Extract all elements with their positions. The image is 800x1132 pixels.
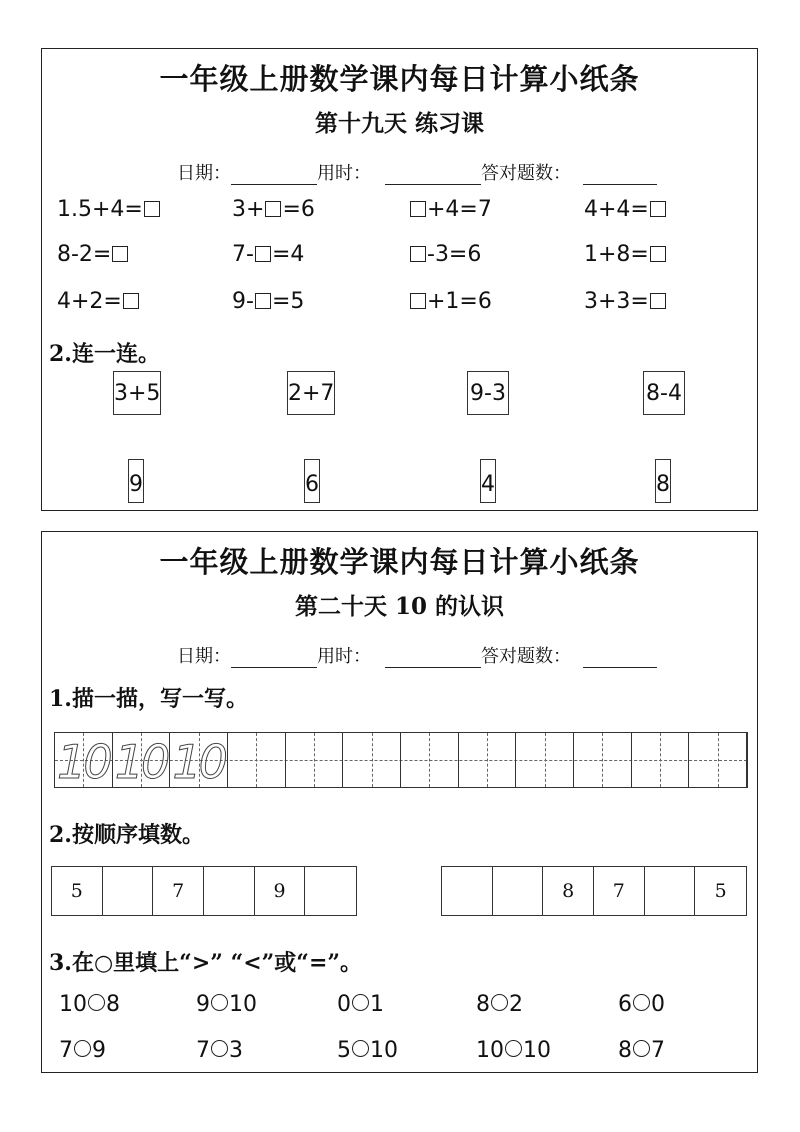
compare-right: 10 (370, 1038, 398, 1063)
answer-box[interactable] (255, 293, 271, 309)
trace-number: 10 (57, 735, 110, 789)
compare-item (476, 1038, 551, 1063)
cell-guide (487, 733, 488, 787)
connect-answer-box[interactable]: 6 (304, 459, 320, 503)
compare-circle[interactable] (633, 994, 650, 1011)
equation-left: 3+3= (584, 289, 649, 314)
equation-left: 4+4= (584, 197, 649, 222)
answer-box[interactable] (123, 293, 139, 309)
compare-right: 10 (523, 1038, 551, 1063)
compare-item (59, 1038, 106, 1063)
tracing-grid (54, 732, 748, 788)
worksheet-day-19 (41, 48, 758, 511)
cell-guide (718, 733, 719, 787)
equation-left: 7- (232, 242, 254, 267)
equation-right: =5 (271, 289, 305, 314)
answer-box[interactable] (144, 201, 160, 217)
sequence-number: 5 (52, 867, 103, 915)
compare-left: 7 (196, 1038, 210, 1063)
compare-left: 8 (618, 1038, 632, 1063)
writing-cell[interactable] (228, 733, 286, 787)
compare-left: 10 (59, 992, 87, 1017)
answer-box[interactable] (265, 201, 281, 217)
compare-left: 10 (476, 1038, 504, 1063)
compare-left: 7 (59, 1038, 73, 1063)
score-label: 答对题数： (481, 163, 571, 184)
compare-left: 9 (196, 992, 210, 1017)
sequence-blank[interactable] (493, 867, 544, 915)
worksheet-day-20 (41, 531, 758, 1073)
compare-item (337, 1038, 398, 1063)
sequence-number: 8 (543, 867, 594, 915)
writing-cell[interactable] (632, 733, 690, 787)
compare-item (618, 992, 665, 1017)
equation (57, 242, 129, 267)
connect-answer-box[interactable]: 8 (655, 459, 671, 503)
cell-guide (545, 733, 546, 787)
date-label: 日期： (177, 646, 231, 667)
compare-right: 10 (229, 992, 257, 1017)
compare-right: 0 (651, 992, 665, 1017)
compare-right: 8 (106, 992, 120, 1017)
compare-circle[interactable] (211, 1040, 228, 1057)
cell-guide (256, 733, 257, 787)
sequence-number: 7 (594, 867, 645, 915)
compare-circle[interactable] (352, 1040, 369, 1057)
time-label: 用时： (317, 163, 371, 184)
sequence-strip-right (441, 866, 747, 916)
compare-right: 3 (229, 1038, 243, 1063)
equation-left: 8-2= (57, 242, 112, 267)
equation (232, 197, 315, 222)
compare-circle[interactable] (505, 1040, 522, 1057)
sequence-blank[interactable] (442, 867, 493, 915)
compare-right: 7 (651, 1038, 665, 1063)
equation-left: 4+2= (57, 289, 122, 314)
compare-right: 2 (509, 992, 523, 1017)
writing-cell[interactable] (459, 733, 517, 787)
sequence-number: 9 (255, 867, 306, 915)
answer-box[interactable] (255, 246, 271, 262)
compare-right: 1 (370, 992, 384, 1017)
equation (584, 242, 667, 267)
time-label: 用时： (317, 646, 371, 667)
date-field[interactable] (231, 649, 317, 668)
writing-cell[interactable] (343, 733, 401, 787)
equation-right: =6 (282, 197, 315, 222)
connect-expression-box[interactable]: 9-3 (467, 371, 509, 415)
sequence-blank[interactable] (204, 867, 255, 915)
connect-answer-box[interactable]: 9 (128, 459, 144, 503)
time-field[interactable] (385, 649, 481, 668)
score-field[interactable] (583, 649, 657, 668)
score-label: 答对题数： (481, 646, 571, 667)
section-sequence-title: 2.按顺序填数。 (49, 822, 204, 848)
answer-box[interactable] (650, 293, 666, 309)
equation-right: +1=6 (427, 289, 492, 314)
equation-left: 1+8= (584, 242, 649, 267)
connect-expression-box[interactable]: 2+7 (287, 371, 335, 415)
sequence-strip-left (51, 866, 357, 916)
equation (57, 289, 140, 314)
answer-box[interactable] (410, 201, 426, 217)
compare-circle[interactable] (88, 994, 105, 1011)
answer-box[interactable] (650, 201, 666, 217)
cell-guide (429, 733, 430, 787)
equation-right: -3=6 (427, 242, 482, 267)
compare-left: 0 (337, 992, 351, 1017)
connect-expression-box[interactable]: 3+5 (113, 371, 161, 415)
compare-circle[interactable] (633, 1040, 650, 1057)
connect-expression-box[interactable]: 8-4 (643, 371, 685, 415)
equation (409, 242, 481, 267)
answer-box[interactable] (112, 246, 128, 262)
compare-left: 5 (337, 1038, 351, 1063)
sequence-blank[interactable] (645, 867, 696, 915)
cell-guide (372, 733, 373, 787)
compare-item (196, 1038, 243, 1063)
writing-cell[interactable] (286, 733, 344, 787)
sequence-number: 7 (153, 867, 204, 915)
equation (409, 289, 492, 314)
equation (409, 197, 492, 222)
equation-right: +4=7 (427, 197, 492, 222)
compare-circle[interactable] (74, 1040, 91, 1057)
compare-right: 9 (92, 1038, 106, 1063)
meta-row (177, 159, 657, 185)
cell-guide (602, 733, 603, 787)
trace-number: 10 (172, 735, 225, 789)
equation (232, 242, 304, 267)
sheet-title: 一年级上册数学课内每日计算小纸条 (159, 545, 640, 579)
trace-number: 10 (114, 735, 168, 789)
section-trace-title: 1.描一描，写一写。 (49, 686, 248, 712)
compare-item (337, 992, 384, 1017)
equation (232, 289, 304, 314)
sheet-subtitle: 第二十天 10 的认识 (294, 593, 505, 620)
equation-right: =4 (271, 242, 305, 267)
answer-box[interactable] (410, 246, 426, 262)
compare-item (59, 992, 120, 1017)
date-label: 日期： (177, 163, 231, 184)
compare-left: 6 (618, 992, 632, 1017)
score-field[interactable] (583, 166, 657, 185)
writing-cell[interactable] (55, 733, 113, 787)
connect-answer-box[interactable]: 4 (480, 459, 496, 503)
equation-left: 9- (232, 289, 254, 314)
equation (57, 197, 161, 222)
meta-row (177, 642, 657, 668)
writing-cell[interactable] (170, 733, 228, 787)
writing-cell[interactable] (401, 733, 459, 787)
writing-cell[interactable] (113, 733, 171, 787)
answer-box[interactable] (650, 246, 666, 262)
cell-guide (314, 733, 315, 787)
sequence-blank[interactable] (305, 867, 356, 915)
section-compare-title: 3.在○里填上“>” “<”或“=”。 (49, 950, 363, 976)
compare-item (618, 1038, 665, 1063)
sheet-subtitle: 第十九天 练习课 (314, 110, 484, 137)
equation (584, 289, 667, 314)
time-field[interactable] (385, 166, 481, 185)
equation-left: 1.5+4= (57, 197, 143, 222)
writing-cell[interactable] (689, 733, 747, 787)
equation-left: 3+ (232, 197, 265, 222)
compare-item (476, 992, 523, 1017)
answer-box[interactable] (410, 293, 426, 309)
compare-circle[interactable] (211, 994, 228, 1011)
section-connect-title: 2.连一连。 (49, 341, 160, 367)
compare-circle[interactable] (491, 994, 508, 1011)
equation (584, 197, 667, 222)
compare-circle[interactable] (352, 994, 369, 1011)
writing-cell[interactable] (574, 733, 632, 787)
compare-item (196, 992, 257, 1017)
cell-guide (660, 733, 661, 787)
sequence-number: 5 (714, 880, 727, 902)
sequence-blank[interactable] (103, 867, 154, 915)
sheet-title: 一年级上册数学课内每日计算小纸条 (159, 62, 640, 96)
date-field[interactable] (231, 166, 317, 185)
compare-left: 8 (476, 992, 490, 1017)
writing-cell[interactable] (516, 733, 574, 787)
